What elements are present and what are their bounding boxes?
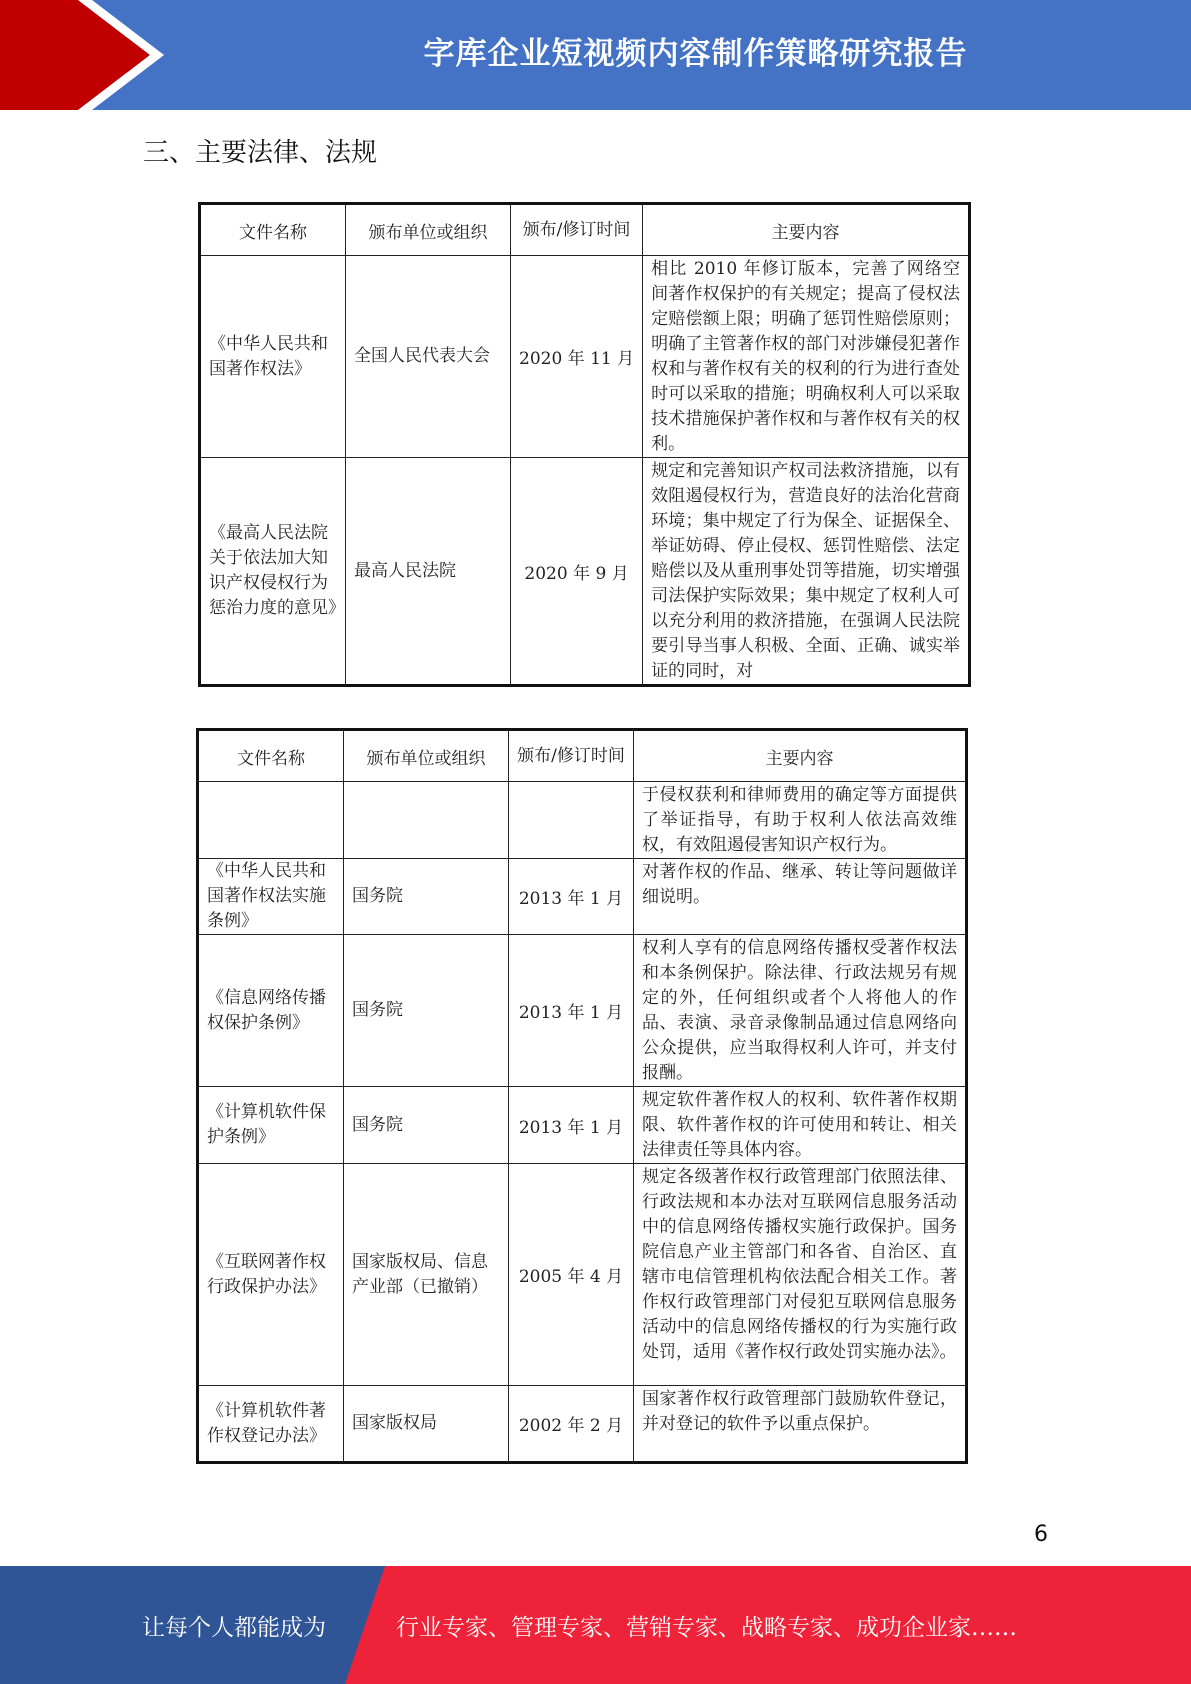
- law-date: 2020 年 9 月: [511, 458, 643, 686]
- table-header-row: [200, 204, 970, 256]
- table-row: [198, 859, 967, 935]
- law-name: 《信息网络传播权保护条例》: [198, 935, 344, 1087]
- law-name: 《互联网著作权行政保护办法》: [198, 1164, 344, 1386]
- law-date: 2020 年 11 月: [511, 256, 643, 458]
- table-row: [198, 935, 967, 1087]
- col-header-date: 颁布/修订时间: [509, 730, 634, 782]
- law-name: 《计算机软件保护条例》: [198, 1087, 344, 1164]
- law-table-1: [198, 202, 971, 687]
- law-date: 2002 年 2 月: [509, 1386, 634, 1463]
- law-name: 《中华人民共和国著作权法实施条例》: [198, 859, 344, 935]
- law-org: 国家版权局、信息产业部（已撤销）: [344, 1164, 509, 1386]
- table-row: [200, 256, 970, 458]
- col-header-org: 颁布单位或组织: [346, 204, 511, 256]
- law-date: 2013 年 1 月: [509, 935, 634, 1087]
- table-row: [198, 782, 967, 859]
- law-name: 《计算机软件著作权登记办法》: [198, 1386, 344, 1463]
- law-content: 国家著作权行政管理部门鼓励软件登记，并对登记的软件予以重点保护。: [634, 1386, 967, 1463]
- table-row: [198, 1087, 967, 1164]
- report-title: 字库企业短视频内容制作策略研究报告: [423, 35, 968, 72]
- law-org: 国家版权局: [344, 1386, 509, 1463]
- law-date: [509, 782, 634, 859]
- law-name: [198, 782, 344, 859]
- col-header-name: 文件名称: [198, 730, 344, 782]
- footer-banner: [0, 1566, 1191, 1684]
- law-content: 规定软件著作权人的权利、软件著作权期限、软件著作权的许可使用和转让、相关法律责任等具体内容。: [634, 1087, 967, 1164]
- law-name: 《最高人民法院关于依法加大知识产权侵权行为惩治力度的意见》: [200, 458, 346, 686]
- law-content: 权利人享有的信息网络传播权受著作权法和本条例保护。除法律、行政法规另有规定的外，任何组织或者个人将他人的作品、表演、录音录像制品通过信息网络向公众提供，应当取得权利人许可，并支付报酬。: [634, 935, 967, 1087]
- col-header-content: 主要内容: [643, 204, 970, 256]
- law-org: 国务院: [344, 935, 509, 1087]
- page-number: 6: [1034, 1522, 1048, 1547]
- law-org: 国务院: [344, 859, 509, 935]
- law-content: 规定各级著作权行政管理部门依照法律、行政法规和本办法对互联网信息服务活动中的信息网络传播权实施行政保护。国务院信息产业主管部门和各省、自治区、直辖市电信管理机构依法配合相关工作。著作权行政管理部门对侵犯互联网信息服务活动中的信息网络传播权的行为实施行政处罚，适用《著作权行政处罚实施办法》。: [634, 1164, 967, 1386]
- col-header-org: 颁布单位或组织: [344, 730, 509, 782]
- law-org: 全国人民代表大会: [346, 256, 511, 458]
- section-heading: 三、主要法律、法规: [143, 138, 378, 168]
- law-date: 2005 年 4 月: [509, 1164, 634, 1386]
- table-row: [198, 1164, 967, 1386]
- law-org: 最高人民法院: [346, 458, 511, 686]
- law-date: 2013 年 1 月: [509, 859, 634, 935]
- law-table-2: [196, 728, 968, 1464]
- col-header-content: 主要内容: [634, 730, 967, 782]
- footer-slogan-left: 让每个人都能成为: [142, 1614, 326, 1641]
- law-content: 相比 2010 年修订版本，完善了网络空间著作权保护的有关规定；提高了侵权法定赔偿额上限；明确了惩罚性赔偿原则；明确了主管著作权的部门对涉嫌侵犯著作权和与著作权有关的权利的行为进行查处时可以采取的措施；明确权利人可以采取技术措施保护著作权和与著作权有关的权利。: [643, 256, 970, 458]
- header-banner: [0, 0, 1191, 110]
- table-row: [198, 1386, 967, 1463]
- col-header-name: 文件名称: [200, 204, 346, 256]
- law-content: 对著作权的作品、继承、转让等问题做详细说明。: [634, 859, 967, 935]
- law-content: 于侵权获利和律师费用的确定等方面提供了举证指导，有助于权利人依法高效维权，有效阻遏侵害知识产权行为。: [634, 782, 967, 859]
- table-header-row: [198, 730, 967, 782]
- footer-slogan-right: 行业专家、管理专家、营销专家、战略专家、成功企业家……: [396, 1614, 1017, 1641]
- law-content: 规定和完善知识产权司法救济措施，以有效阻遏侵权行为，营造良好的法治化营商环境；集中规定了行为保全、证据保全、举证妨碍、停止侵权、惩罚性赔偿、法定赔偿以及从重刑事处罚等措施，切实增强司法保护实际效果；集中规定了权利人可以充分利用的救济措施，在强调人民法院要引导当事人积极、全面、正确、诚实举证的同时，对: [643, 458, 970, 686]
- header-arrow-decoration: [0, 0, 200, 110]
- law-name: 《中华人民共和国著作权法》: [200, 256, 346, 458]
- table-row: [200, 458, 970, 686]
- col-header-date: 颁布/修订时间: [511, 204, 643, 256]
- law-org: 国务院: [344, 1087, 509, 1164]
- law-org: [344, 782, 509, 859]
- law-date: 2013 年 1 月: [509, 1087, 634, 1164]
